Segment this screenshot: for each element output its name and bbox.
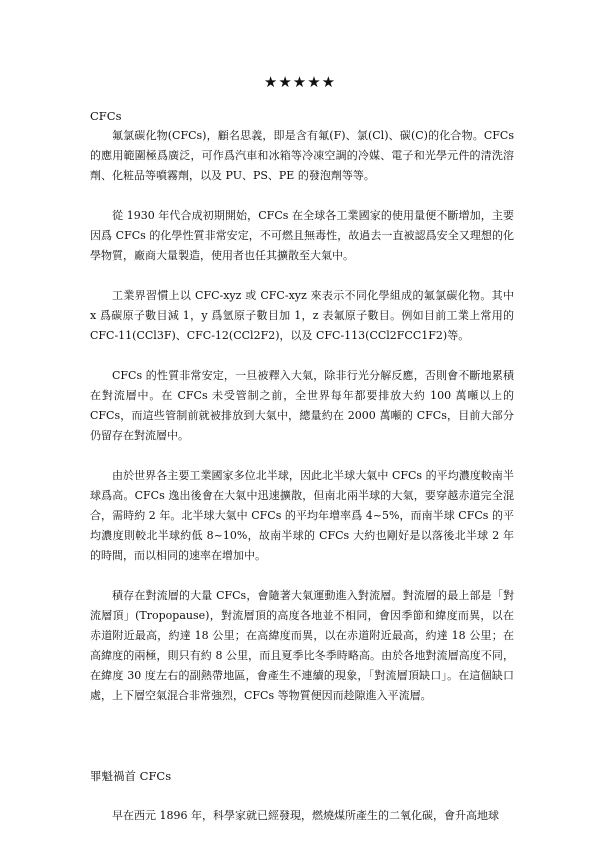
paragraph-tropopause: 積存在對流層的大量 CFCs，會隨著大氣運動進入對流層。對流層的最上部是「對流層頂」(Tropopause)，對流層頂的高度各地並不相同，會因季節和緯度而異，以在赤道附近最高，約達 18 公里；在高緯度而異，以在赤道附近最高，約達 18 公里；在高緯度的兩極，則只有約 8 公里，而且夏季比冬季時略高。由於各地對流層高度不同，在緯度 30 度左右的副熱帶地區，會產生不連續的現象，「對流層頂缺口」。在這個缺口處，上下層空氣混合非常強烈，CFCs 等物質便因而趁隙進入平流層。	[90, 589, 514, 702]
document-body	[90, 106, 514, 826]
paragraph-definition: 氟氯碳化物(CFCs)，顧名思義，即是含有氟(F)、氯(Cl)、碳(C)的化合物。CFCs的應用範圍極爲廣泛，可作爲汽車和冰箱等冷凍空調的冷媒、電子和光學元件的清洗溶劑、化粧品等噴霧劑，以及 PU、PS、PE 的發泡劑等等。	[90, 129, 514, 182]
paragraph-distribution: 由於世界各主要工業國家多位北半球，因此北半球大氣中 CFCs 的平均濃度較南半球爲高。CFCs 逸出後會在大氣中迅速擴散，但南北兩半球的大氣，要穿越赤道完全混合，需時約 2 年。北半球大氣中 CFCs 的平均年增率爲 4~5%，而南半球 CFCs 的平均濃度則較北半球約低 8~10%，故南半球的 CFCs 大約也剛好是以落後北半球 2 年的時間，而以相同的速率在增加中。	[90, 469, 514, 562]
section-heading-cfcs: CFCs	[90, 109, 122, 123]
paragraph-history: 從 1930 年代合成初期開始，CFCs 在全球各工業國家的使用量便不斷增加，主要因爲 CFCs 的化學性質非常安定，不可燃且無毒性，故過去一直被認爲安全又理想的化學物質，廠商大量製造，使用者也任其擴散至大氣中。	[90, 209, 514, 262]
paragraph-co2-history: 早在西元 1896 年，科學家就已經發現，燃燒煤所產生的二氧化碳，會升高地球	[112, 809, 499, 822]
paragraph-stability: CFCs 的性質非常安定，一旦被釋入大氣，除非行光分解反應，否則會不斷地累積在對流層中。在 CFCs 未受管制之前，全世界每年都要排放大約 100 萬噸以上的 CFCs，而這些管制前就被排放到大氣中，總量約在 2000 萬噸的 CFCs，目前大部分仍留存在對流層中。	[90, 369, 514, 442]
star-rating-header: ★★★★★	[263, 73, 337, 91]
paragraph-naming: 工業界習慣上以 CFC-xyz 或 CFC-xyz 來表示不同化學組成的氟氯碳化物。其中 x 爲碳原子數目減 1，y 爲氫原子數目加 1，z 表氟原子數目。例如目前工業上常用的 CFC-11(CCl3F)、CFC-12(CCl2F2)，以及 CFC-113(CCl2FCC1F2)等。	[90, 289, 514, 342]
section-heading-culprit: 罪魁禍首 CFCs	[90, 769, 172, 783]
